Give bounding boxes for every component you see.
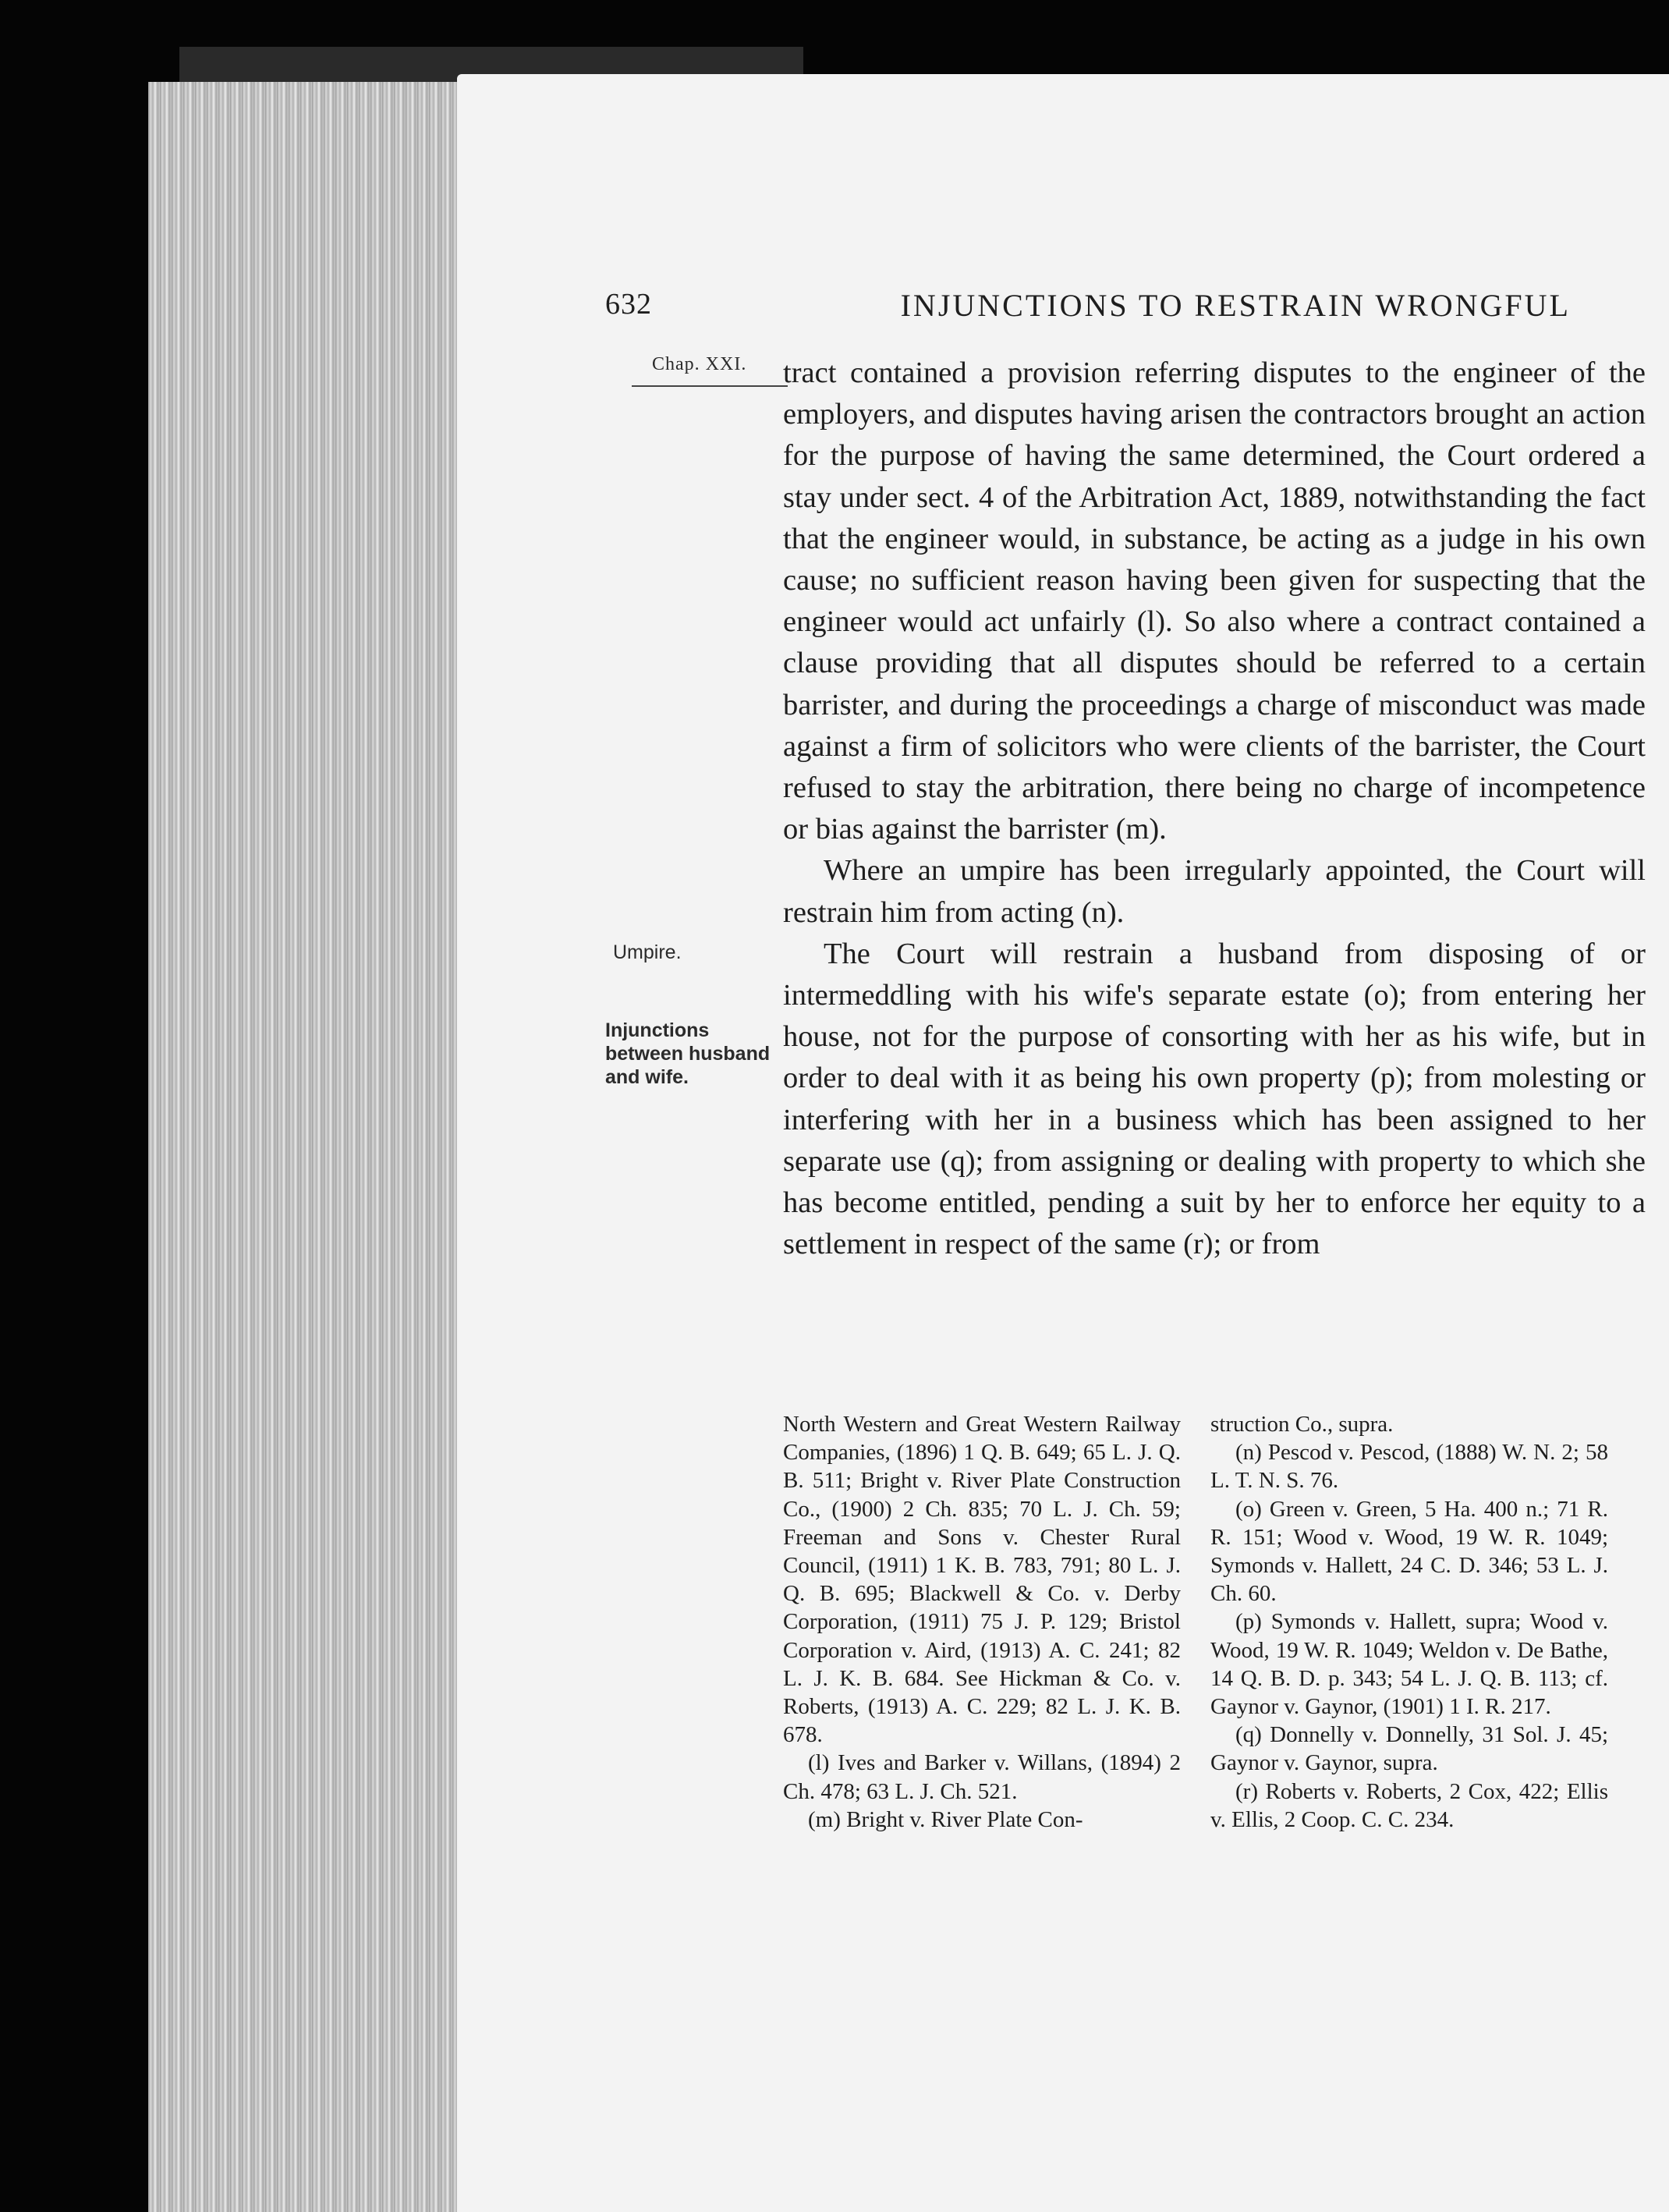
footnote-r: (r) Roberts v. Roberts, 2 Cox, 422; Ellis v. Ellis, 2 Coop. C. C. 234. <box>1210 1778 1608 1832</box>
footnotes-left-column <box>783 1410 1181 1834</box>
page-number: 632 <box>605 288 652 321</box>
body-paragraph-3: The Court will restrain a husband from disposing of or intermeddling with his wife's separate estate (o); from entering her house, not for the purpose of consorting with her as his wife, but in order to deal with it as being his own property (p); from molesting or interfering with her in a business which has been assigned to her separate use (q); from assigning or dealing with property to which she has become entitled, pending a suit by her to enforce her equity to a settlement in respect of the same (r); or from <box>783 937 1646 1261</box>
body-paragraph-1: tract contained a provision referring disputes to the engineer of the employers, and disputes having arisen the contractors brought an action for the purpose of having the same determined, the Court ordered a stay under sect. 4 of the Arbitration Act, 1889, notwithstanding the fact that the engineer would, in substance, be acting as a judge in his own cause; no sufficient reason having been given for suspecting that the engineer would act unfairly (l). So also where a contract contained a clause providing that all disputes should be referred to a certain barrister, and during the proceedings a charge of misconduct was made against a firm of solicitors who were clients of the barrister, the Court refused to stay the arbitration, there being no charge of incompetence or bias against the barrister (m). <box>783 356 1646 846</box>
page-edges <box>148 82 468 2212</box>
running-head <box>605 287 1571 329</box>
margin-note-umpire: Umpire. <box>613 941 682 963</box>
footnotes-right-column <box>1210 1410 1608 1834</box>
footnote-o: (o) Green v. Green, 5 Ha. 400 n.; 71 R. R. 151; Wood v. Wood, 19 W. R. 1049; Symonds v. Hallett, 24 C. D. 346; 53 L. J. Ch. 60. <box>1210 1496 1608 1607</box>
body-paragraph-2: Where an umpire has been irregularly appointed, the Court will restrain him from acting (n). <box>783 854 1646 929</box>
footnote-m: (m) Bright v. River Plate Con- <box>808 1806 1083 1832</box>
footnote-l: (l) Ives and Barker v. Willans, (1894) 2 Ch. 478; 63 L. J. Ch. 521. <box>783 1750 1181 1804</box>
body-text <box>783 353 1646 1265</box>
running-title: INJUNCTIONS TO RESTRAIN WRONGFUL <box>900 288 1571 323</box>
margin-note-injunctions: Injunctions between husband and wife. <box>605 1019 771 1088</box>
chapter-rule <box>632 385 788 387</box>
footnote-right-1: struction Co., supra. <box>1210 1412 1394 1437</box>
margin-note-chapter: Chap. XXI. <box>652 354 747 374</box>
footnote-n: (n) Pescod v. Pescod, (1888) W. N. 2; 58 L. T. N. S. 76. <box>1210 1440 1608 1494</box>
footnote-q: (q) Donnelly v. Donnelly, 31 Sol. J. 45; Gaynor v. Gaynor, supra. <box>1210 1722 1608 1776</box>
footnote-left-1: North Western and Great Western Railway Companies, (1896) 1 Q. B. 649; 65 L. J. Q. B. 511; Bright v. River Plate Construction Co., (1900) 2 Ch. 835; 70 L. J. Ch. 59; Freeman and Sons v. Chester Rural Council, (1911) 1 K. B. 783, 791; 80 L. J. Q. B. 695; Blackwell & Co. v. Derby Corporation, (1911) 75 J. P. 129; Bristol Corporation v. Aird, (1913) A. C. 241; 82 L. J. K. B. 684. See Hickman & Co. v. Roberts, (1913) A. C. 229; 82 L. J. K. B. 678. <box>783 1412 1181 1748</box>
footnote-p: (p) Symonds v. Hallett, supra; Wood v. Wood, 19 W. R. 1049; Weldon v. De Bathe, 14 Q. B. D. p. 343; 54 L. J. Q. B. 113; cf. Gaynor v. Gaynor, (1901) 1 I. R. 217. <box>1210 1609 1608 1720</box>
